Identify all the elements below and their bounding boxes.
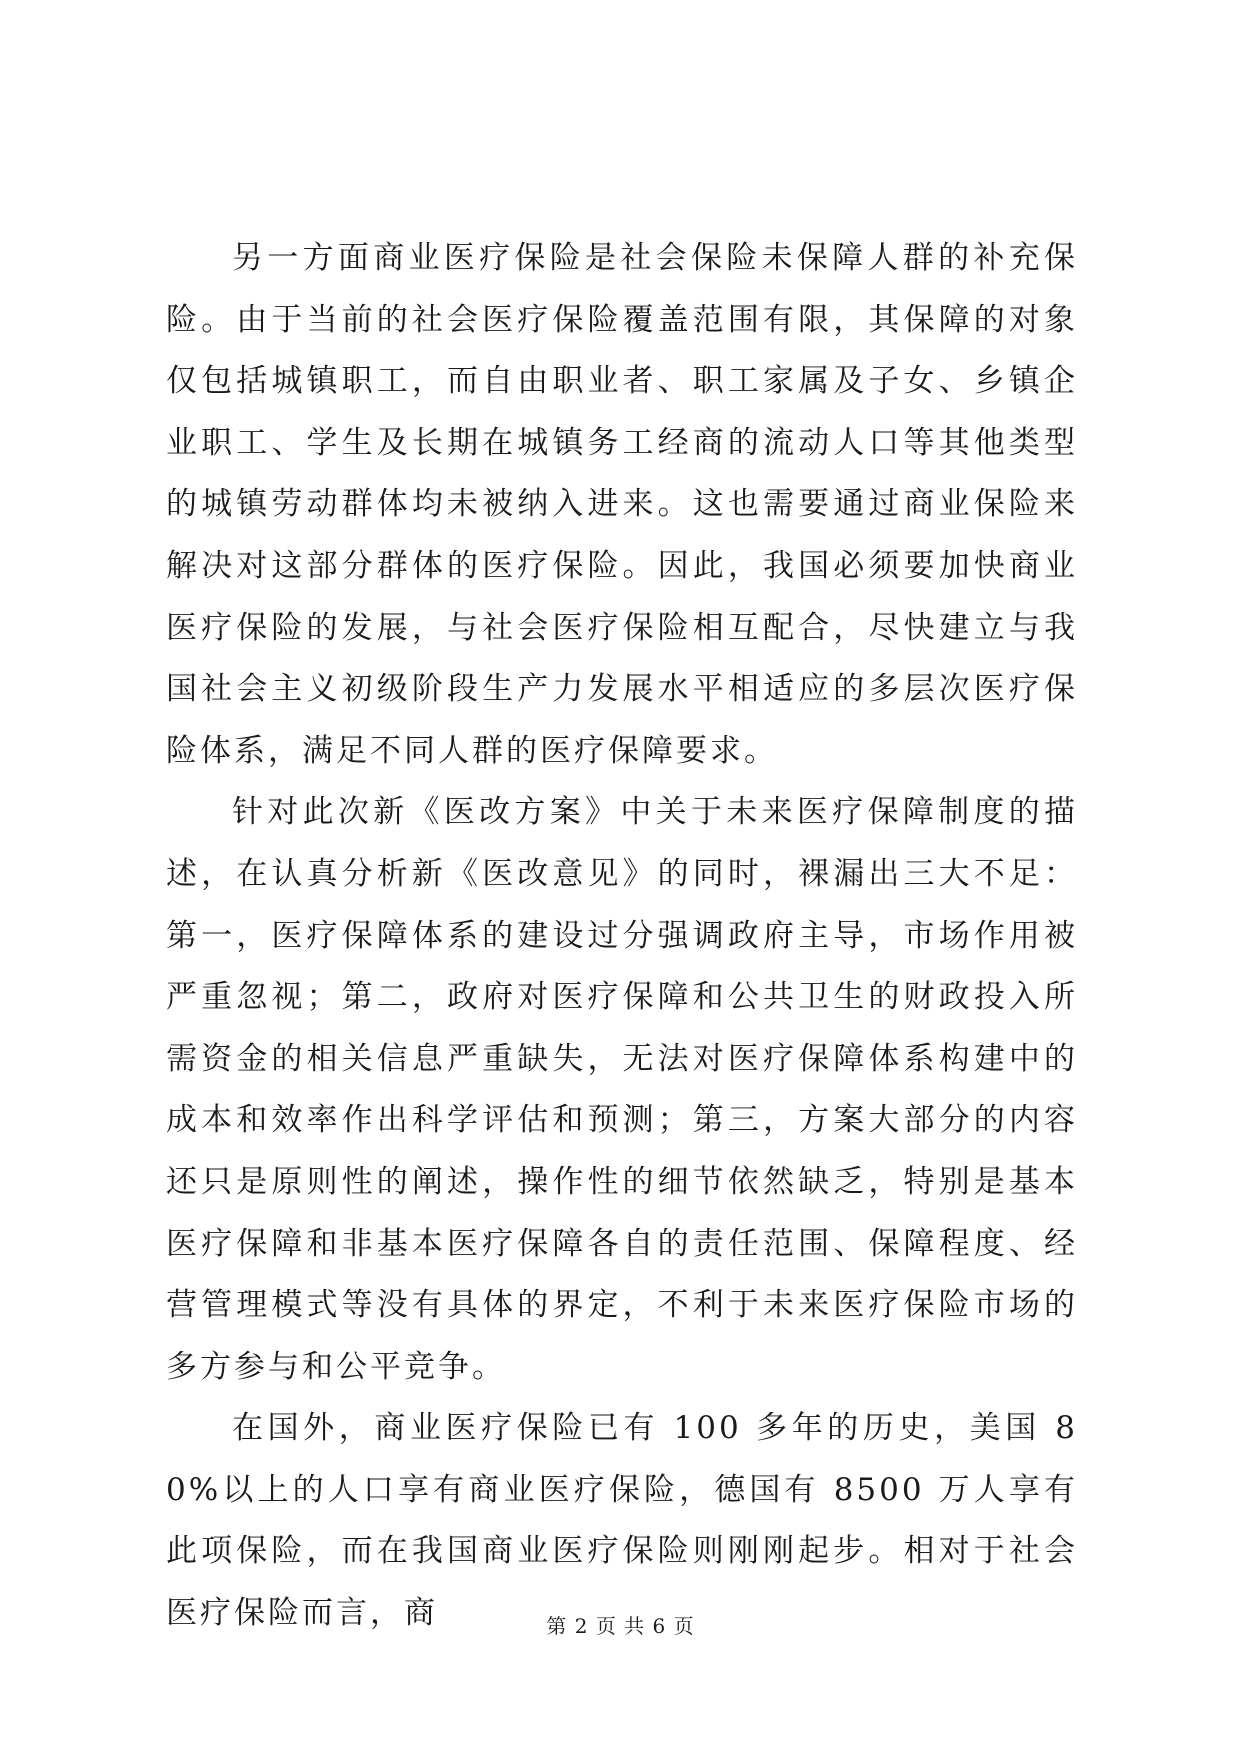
paragraph-3: 在国外，商业医疗保险已有 100 多年的历史，美国 80%以上的人口享有商业医疗保险，德国有 8500 万人享有此项保险，而在我国商业医疗保险则刚刚起步。相对于社会医疗保险而言，商 xyxy=(166,1410,1078,1632)
paragraph-2: 针对此次新《医改方案》中关于未来医疗保障制度的描述，在认真分析新《医改意见》的同时，裸漏出三大不足：第一，医疗保障体系的建设过分强调政府主导，市场作用被严重忽视；第二，政府对医疗保障和公共卫生的财政投入所需资金的相关信息严重缺失，无法对医疗保障体系构建中的成本和效率作出科学评估和预测；第三，方案大部分的内容还只是原则性的阐述，操作性的细节依然缺乏，特别是基本医疗保障和非基本医疗保障各自的责任范围、保障程度、经营管理模式等没有具体的界定，不利于未来医疗保险市场的多方参与和公平竞争。 xyxy=(166,794,1078,1385)
paragraph-1: 另一方面商业医疗保险是社会保险未保障人群的补充保险。由于当前的社会医疗保险覆盖范围有限，其保障的对象仅包括城镇职工，而自由职业者、职工家属及子女、乡镇企业职工、学生及长期在城镇务工经商的流动人口等其他类型的城镇劳动群体均未被纳入进来。这也需要通过商业保险来解决对这部分群体的医疗保险。因此，我国必须要加快商业医疗保险的发展，与社会医疗保险相互配合，尽快建立与我国社会主义初级阶段生产力发展水平相适应的多层次医疗保险体系，满足不同人群的医疗保障要求。 xyxy=(166,240,1078,769)
page-number-label: 第 2 页 共 6 页 xyxy=(546,1614,695,1638)
document-body xyxy=(166,228,1078,1645)
page-footer xyxy=(0,1612,1241,1640)
